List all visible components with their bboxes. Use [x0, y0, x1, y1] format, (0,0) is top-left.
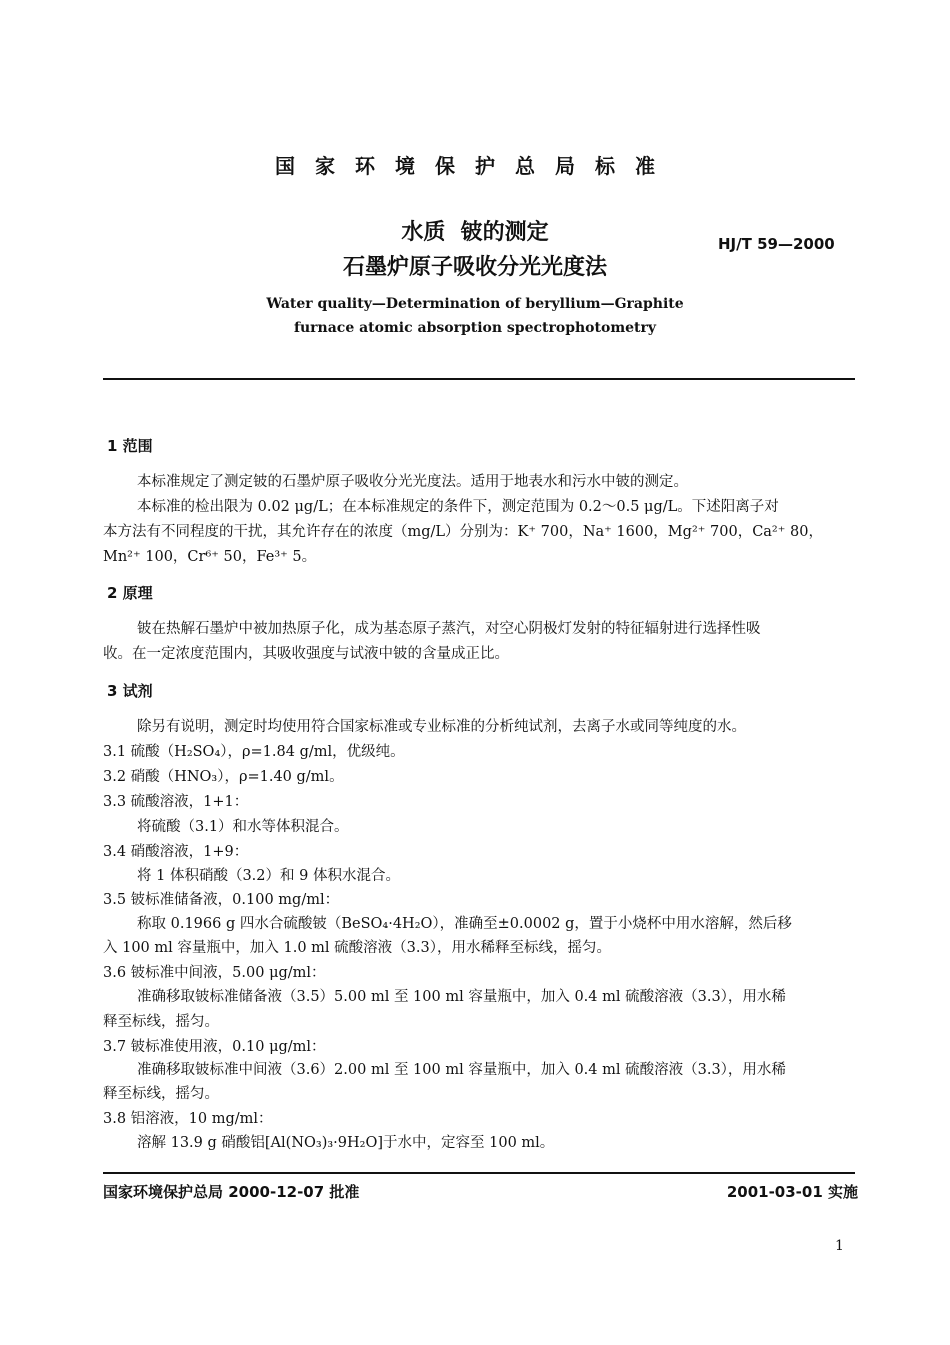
- section-2-para-2: 收。在一定浓度范围内，其吸收强度与试液中铍的含量成正比。: [103, 646, 509, 662]
- title-line-1: 水质 铍的测定: [401, 220, 549, 245]
- item-3-7: 3.7 铍标准使用液，0.10 μg/ml：: [103, 1039, 326, 1055]
- effective-date: 2001-03-01 实施: [726, 1183, 858, 1201]
- header-divider: [103, 378, 855, 380]
- section-3-heading: 3 试剂: [107, 682, 153, 700]
- item-3-1: 3.1 硫酸（H₂SO₄），ρ=1.84 g/ml，优级纯。: [103, 744, 405, 760]
- standard-number: HJ/T 59—2000: [718, 235, 835, 253]
- issuing-organization: 国家环境保护总局标准: [275, 154, 675, 178]
- section-3-intro: 除另有说明，测定时均使用符合国家标准或专业标准的分析纯试剂，去离子水或同等纯度的水。: [137, 719, 746, 735]
- item-3-5-detail-2: 入 100 ml 容量瓶中，加入 1.0 ml 硫酸溶液（3.3），用水稀释至标线，摇匀。: [103, 940, 611, 956]
- item-3-8-detail: 溶解 13.9 g 硝酸铝[Al(NO₃)₃·9H₂O]于水中，定容至 100 ml。: [137, 1135, 555, 1151]
- footer-divider: [103, 1172, 855, 1174]
- item-3-8: 3.8 铝溶液，10 mg/ml：: [103, 1111, 273, 1127]
- approval-date: 国家环境保护总局 2000-12-07 批准: [103, 1183, 360, 1201]
- section-1-para-3: 本方法有不同程度的干扰，其允许存在的浓度（mg/L）分别为：K⁺ 700，Na⁺ 1600，Mg²⁺ 700，Ca²⁺ 80，: [103, 524, 823, 540]
- item-3-4: 3.4 硝酸溶液，1+9：: [103, 844, 249, 860]
- section-1-para-2: 本标准的检出限为 0.02 μg/L；在本标准规定的条件下，测定范围为 0.2～0.5 μg/L。下述阳离子对: [137, 499, 779, 515]
- item-3-7-detail-2: 释至标线，摇匀。: [103, 1086, 219, 1102]
- item-3-3: 3.3 硫酸溶液，1+1：: [103, 794, 249, 810]
- item-3-4-detail: 将 1 体积硝酸（3.2）和 9 体积水混合。: [137, 868, 400, 884]
- item-3-7-detail-1: 准确移取铍标准中间液（3.6）2.00 ml 至 100 ml 容量瓶中，加入 0.4 ml 硫酸溶液（3.3），用水稀: [137, 1062, 786, 1078]
- section-2-para-1: 铍在热解石墨炉中被加热原子化，成为基态原子蒸汽，对空心阴极灯发射的特征辐射进行选择性吸: [137, 621, 761, 637]
- page-number: 1: [835, 1238, 844, 1254]
- section-2-heading: 2 原理: [107, 584, 153, 602]
- title-english-line-1: Water quality—Determination of beryllium—Graphite: [266, 296, 684, 312]
- title-english-line-2: furnace atomic absorption spectrophotometry: [293, 320, 657, 336]
- item-3-6-detail-2: 释至标线，摇匀。: [103, 1014, 219, 1030]
- item-3-5-detail-1: 称取 0.1966 g 四水合硫酸铍（BeSO₄·4H₂O），准确至±0.0002 g，置于小烧杯中用水溶解，然后移: [137, 916, 792, 932]
- item-3-5: 3.5 铍标准储备液，0.100 mg/ml：: [103, 892, 340, 908]
- section-1-heading: 1 范围: [107, 437, 153, 455]
- section-1-para-1: 本标准规定了测定铍的石墨炉原子吸收分光光度法。适用于地表水和污水中铍的测定。: [137, 474, 688, 490]
- item-3-6: 3.6 铍标准中间液，5.00 μg/ml：: [103, 965, 326, 981]
- item-3-6-detail-1: 准确移取铍标准储备液（3.5）5.00 ml 至 100 ml 容量瓶中，加入 0.4 ml 硫酸溶液（3.3），用水稀: [137, 989, 786, 1005]
- section-1-para-4: Mn²⁺ 100，Cr⁶⁺ 50，Fe³⁺ 5。: [103, 549, 317, 565]
- item-3-2: 3.2 硝酸（HNO₃），ρ=1.40 g/ml。: [103, 769, 344, 785]
- item-3-3-detail: 将硫酸（3.1）和水等体积混合。: [137, 819, 349, 835]
- title-line-2: 石墨炉原子吸收分光光度法: [342, 255, 607, 280]
